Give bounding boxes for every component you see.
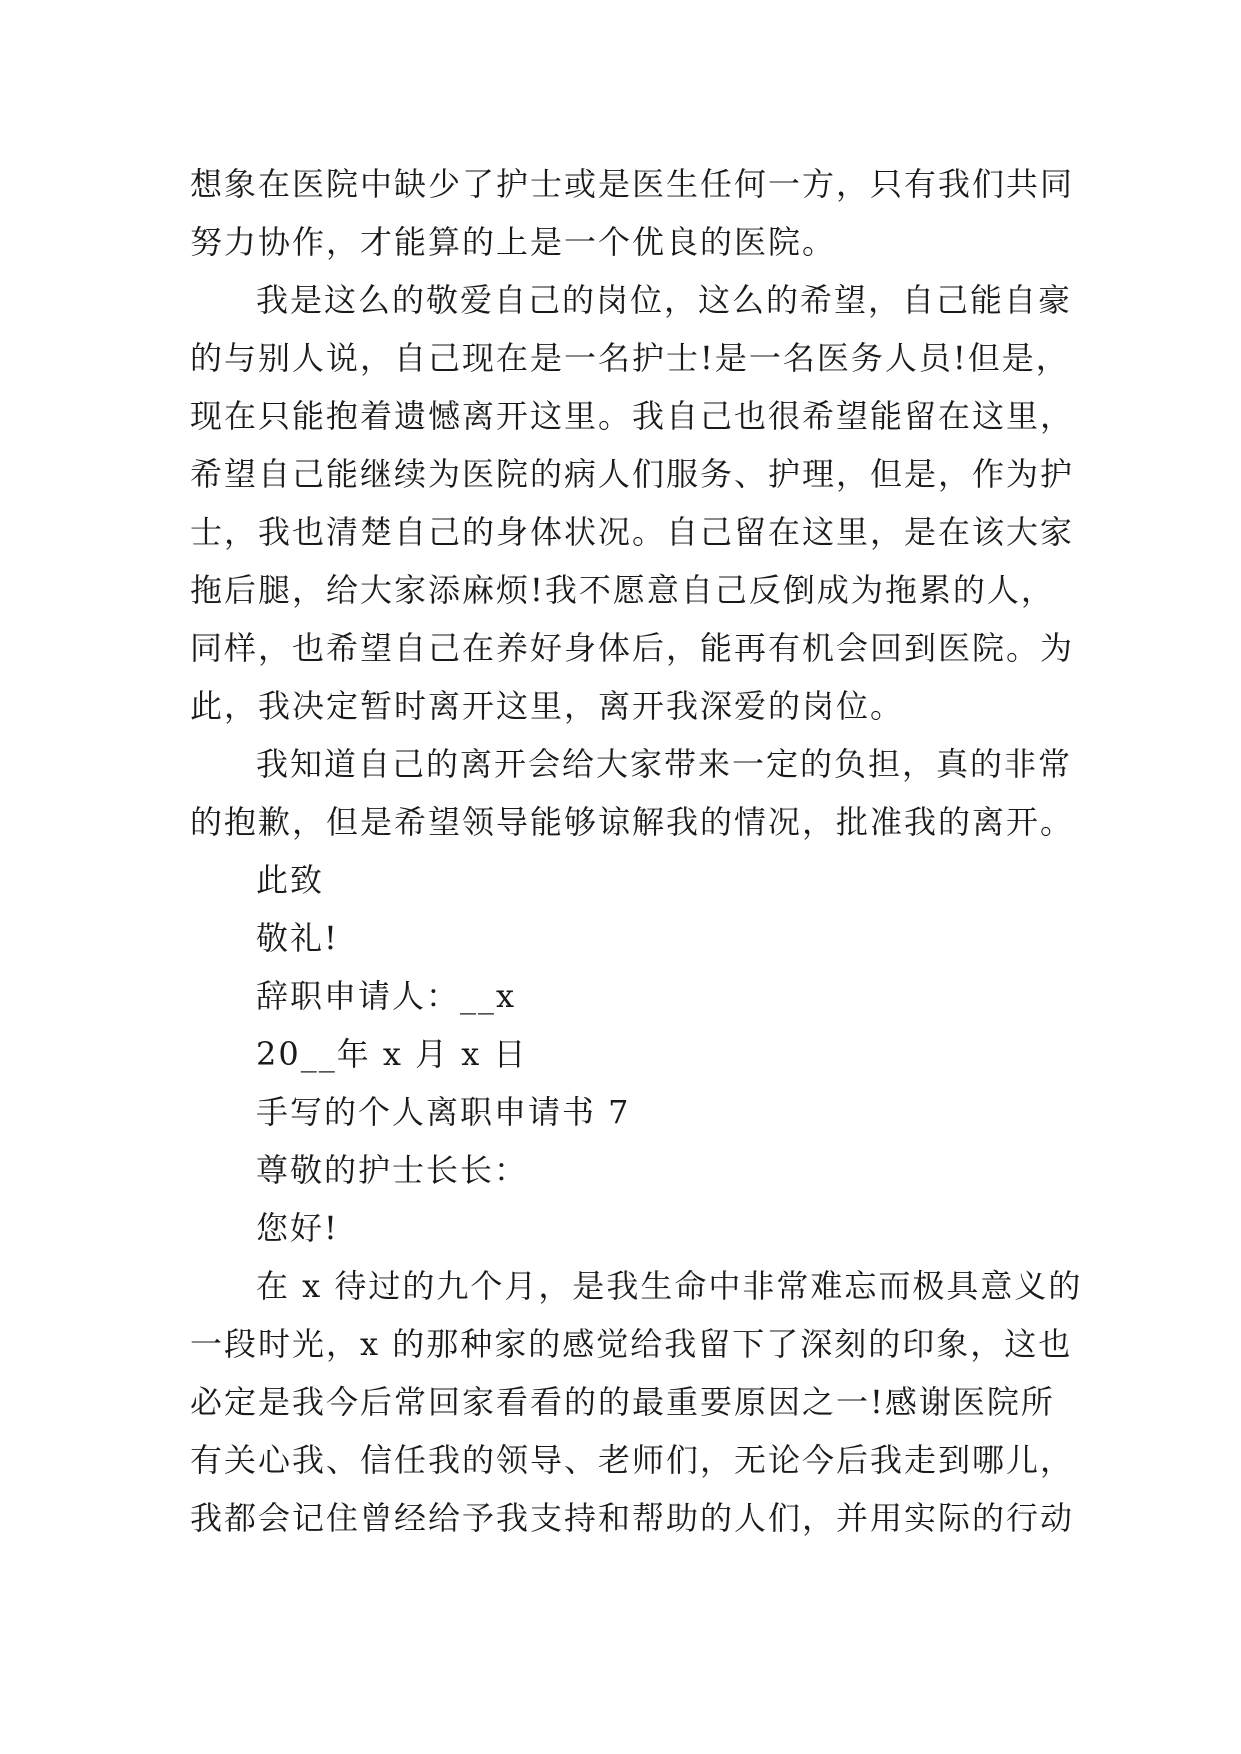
text-line-9: 同样，也希望自己在养好身体后，能再有机会回到医院。为 bbox=[190, 629, 1075, 667]
text-line-10: 此，我决定暂时离开这里，离开我深爱的岗位。 bbox=[190, 687, 905, 725]
text-line-5: 现在只能抱着遗憾离开这里。我自己也很希望能留在这里， bbox=[190, 397, 1075, 435]
date-line: 20__年 x 月 x 日 bbox=[256, 1035, 528, 1073]
document-body bbox=[190, 155, 1083, 1547]
text-line-6: 希望自己能继续为医院的病人们服务、护理，但是，作为护 bbox=[190, 455, 1075, 493]
greeting-hello: 您好! bbox=[256, 1209, 339, 1247]
text-line-23: 有关心我、信任我的领导、老师们，无论今后我走到哪儿， bbox=[190, 1441, 1075, 1479]
closing-salutation: 此致 bbox=[256, 861, 325, 899]
closing-regards: 敬礼! bbox=[256, 919, 339, 957]
text-line-12: 的抱歉，但是希望领导能够谅解我的情况，批准我的离开。 bbox=[190, 803, 1075, 841]
text-line-22: 必定是我今后常回家看看的的最重要原因之一!感谢医院所 bbox=[190, 1383, 1055, 1421]
text-line-4: 的与别人说，自己现在是一名护士!是一名医务人员!但是， bbox=[190, 339, 1070, 377]
greeting-addressee: 尊敬的护士长长： bbox=[256, 1151, 529, 1189]
text-line-1: 想象在医院中缺少了护士或是医生任何一方，只有我们共同 bbox=[190, 165, 1075, 203]
text-line-7: 士，我也清楚自己的身体状况。自己留在这里，是在该大家 bbox=[190, 513, 1075, 551]
text-line-24: 我都会记住曾经给予我支持和帮助的人们，并用实际的行动 bbox=[190, 1499, 1075, 1537]
text-line-21: 一段时光，x 的那种家的感觉给我留下了深刻的印象，这也 bbox=[190, 1325, 1073, 1363]
text-line-8: 拖后腿，给大家添麻烦!我不愿意自己反倒成为拖累的人， bbox=[190, 571, 1055, 609]
section-heading: 手写的个人离职申请书 7 bbox=[256, 1093, 631, 1131]
text-line-3: 我是这么的敬爱自己的岗位，这么的希望，自己能自豪 bbox=[256, 281, 1073, 319]
signature-line: 辞职申请人：__x bbox=[256, 977, 517, 1015]
text-line-11: 我知道自己的离开会给大家带来一定的负担，真的非常 bbox=[256, 745, 1073, 783]
text-line-2: 努力协作，才能算的上是一个优良的医院。 bbox=[190, 223, 837, 261]
text-line-20: 在 x 待过的九个月，是我生命中非常难忘而极具意义的 bbox=[256, 1267, 1083, 1305]
